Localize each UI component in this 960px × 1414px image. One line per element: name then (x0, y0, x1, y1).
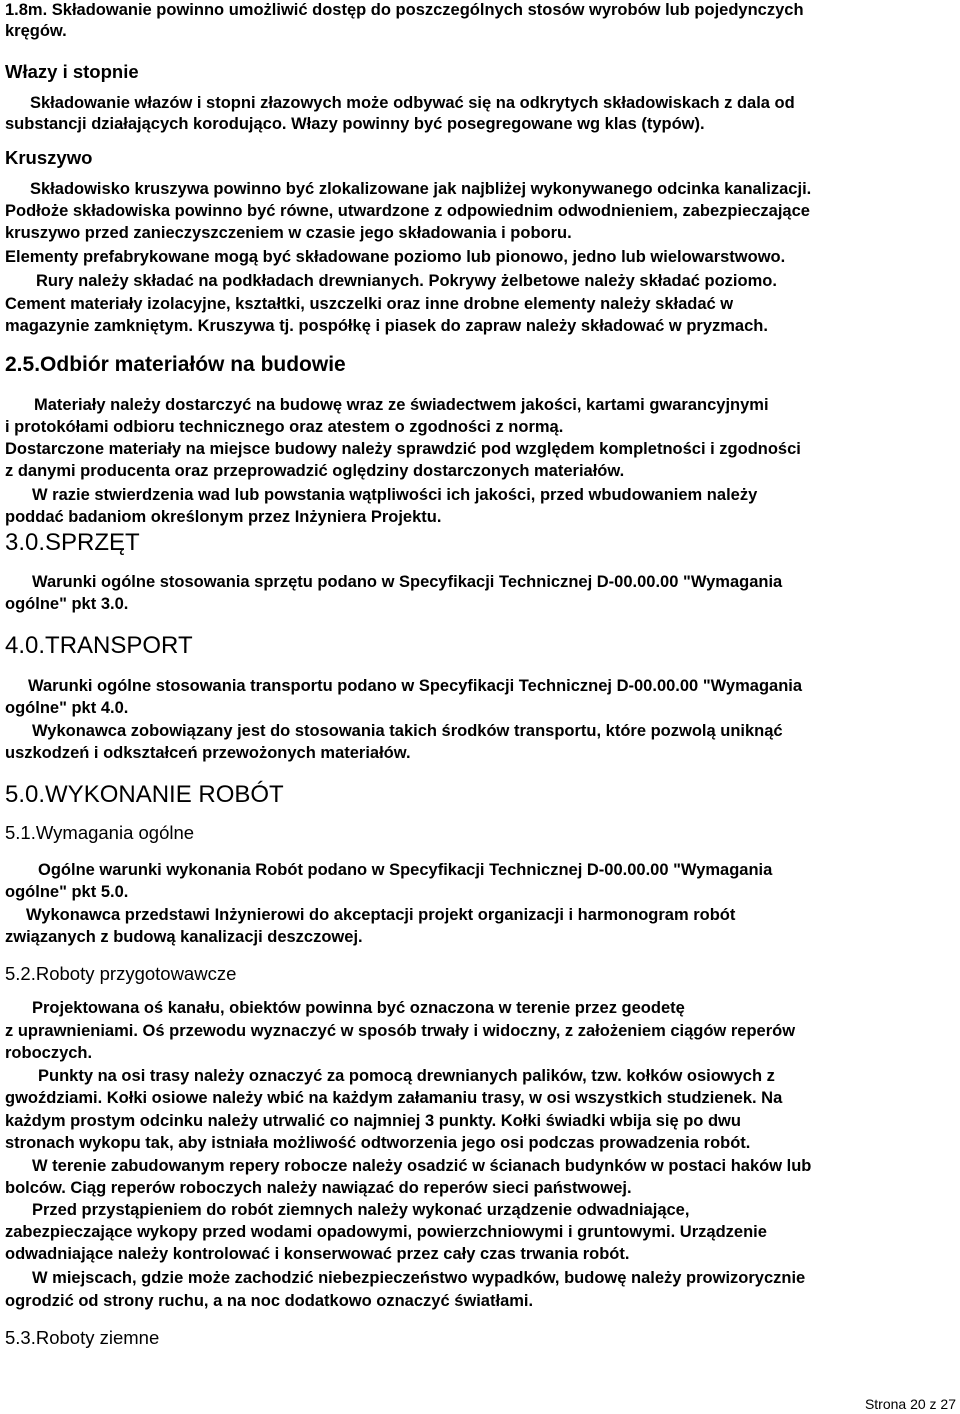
text-line: Cement materiały izolacyjne, kształtki, uszczelki oraz inne drobne elementy należy składać w (5, 295, 734, 313)
text-line: uszkodzeń i odkształceń przewożonych materiałów. (5, 744, 411, 762)
text-line: ogólne" pkt 3.0. (5, 595, 129, 613)
text-line: Elementy prefabrykowane mogą być składowane poziomo lub pionowo, jedno lub wielowarstwowo. (5, 248, 786, 266)
text-line: odwadniające należy kontrolować i konserwować przez cały czas trwania robót. (5, 1245, 630, 1263)
heading-5-1: 5.1.Wymagania ogólne (5, 822, 195, 843)
text-line: Materiały należy dostarczyć na budowę wraz ze świadectwem jakości, kartami gwarancyjnymi (34, 396, 769, 414)
text-line: bolców. Ciąg reperów roboczych należy nawiązać do reperów sieci państwowej. (5, 1179, 632, 1197)
text-line: poddać badaniom określonym przez Inżyniera Projektu. (5, 508, 442, 526)
text-line: W miejscach, gdzie może zachodzić niebezpieczeństwo wypadków, budowę należy prowizorycznie (32, 1269, 806, 1287)
text-line: kruszywo przed zanieczyszczeniem w czasie jego składowania i poboru. (5, 224, 572, 242)
heading-5-0: 5.0.WYKONANIE ROBÓT (5, 781, 284, 808)
text-line: zabezpieczające wykopy przed wodami opadowymi, powierzchniowymi i gruntowymi. Urządzenie (5, 1223, 767, 1241)
text-line: substancji działających korodująco. Włazy powinny być posegregowane wg klas (typów). (5, 115, 705, 133)
text-line: Rury należy składać na podkładach drewnianych. Pokrywy żelbetowe należy składać poziomo. (36, 272, 777, 290)
text-line: Warunki ogólne stosowania transportu podano w Specyfikacji Technicznej D-00.00.00 "Wymagania (28, 677, 803, 695)
text-line: i protokółami odbioru technicznego oraz atestem o zgodności z normą. (5, 418, 564, 436)
text-line: W razie stwierdzenia wad lub powstania wątpliwości ich jakości, przed wbudowaniem należy (32, 486, 758, 504)
heading-5-2: 5.2.Roboty przygotowawcze (5, 963, 237, 984)
heading-3-0: 3.0.SPRZĘT (5, 529, 140, 556)
text-line: kręgów. (5, 22, 67, 40)
text-line: ogólne" pkt 4.0. (5, 699, 129, 717)
heading-4-0: 4.0.TRANSPORT (5, 632, 193, 659)
text-line: z danymi producenta oraz przeprowadzić oględziny dostarczonych materiałów. (5, 462, 625, 480)
text-line: z uprawnieniami. Oś przewodu wyznaczyć w sposób trwały i widoczny, z założeniem ciągów reperów (5, 1022, 796, 1040)
text-line: stronach wykopu tak, aby istniała możliwość odtworzenia jego osi podczas prowadzenia robót. (5, 1134, 751, 1152)
subheading-wlazy: Włazy i stopnie (5, 61, 139, 82)
text-line: Projektowana oś kanału, obiektów powinna być oznaczona w terenie przez geodetę (32, 999, 685, 1017)
text-line: W terenie zabudowanym repery robocze należy osadzić w ścianach budynków w postaci haków lub (32, 1157, 812, 1175)
text-line: Ogólne warunki wykonania Robót podano w Specyfikacji Technicznej D-00.00.00 "Wymagania (38, 861, 773, 879)
heading-5-3: 5.3.Roboty ziemne (5, 1327, 160, 1348)
heading-2-5: 2.5.Odbiór materiałów na budowie (5, 353, 346, 376)
text-line: Warunki ogólne stosowania sprzętu podano w Specyfikacji Technicznej D-00.00.00 "Wymagania (32, 573, 783, 591)
text-line: Wykonawca zobowiązany jest do stosowania takich środków transportu, które pozwolą uniknąć (32, 722, 783, 740)
text-line: związanych z budową kanalizacji deszczowej. (5, 928, 363, 946)
text-line: Podłoże składowiska powinno być równe, utwardzone z odpowiednim odwodnieniem, zabezpieczające (5, 202, 810, 220)
text-line: magazynie zamkniętym. Kruszywa tj. pospółkę i piasek do zapraw należy składować w pryzmach. (5, 317, 768, 335)
subheading-kruszywo: Kruszywo (5, 147, 93, 168)
text-line: 1.8m. Składowanie powinno umożliwić dostęp do poszczególnych stosów wyrobów lub pojedynczych (5, 1, 804, 19)
text-line: Składowanie włazów i stopni złazowych może odbywać się na odkrytych składowiskach z dala od (30, 94, 795, 112)
text-line: ogólne" pkt 5.0. (5, 883, 129, 901)
text-line: Dostarczone materiały na miejsce budowy należy sprawdzić pod względem kompletności i zgodności (5, 440, 801, 458)
text-line: Punkty na osi trasy należy oznaczyć za pomocą drewnianych palików, tzw. kołków osiowych z (38, 1067, 775, 1085)
text-line: Przed przystąpieniem do robót ziemnych należy wykonać urządzenie odwadniające, (32, 1201, 690, 1219)
page-number: Strona 20 z 27 (864, 1396, 956, 1412)
text-line: roboczych. (5, 1044, 93, 1062)
text-line: każdym prostym odcinku należy utrwalić co najmniej 3 punkty. Kołki świadki wbija się po dwu (5, 1112, 741, 1130)
text-line: Wykonawca przedstawi Inżynierowi do akceptacji projekt organizacji i harmonogram robót (26, 906, 736, 924)
text-line: ogrodzić od strony ruchu, a na noc dodatkowo oznaczyć światłami. (5, 1292, 534, 1310)
text-line: Składowisko kruszywa powinno być zlokalizowane jak najbliżej wykonywanego odcinka kanalizacji. (30, 180, 812, 198)
text-line: gwoździami. Kołki osiowe należy wbić na każdym załamaniu trasy, w osi wszystkich studzienek. Na (5, 1089, 783, 1107)
